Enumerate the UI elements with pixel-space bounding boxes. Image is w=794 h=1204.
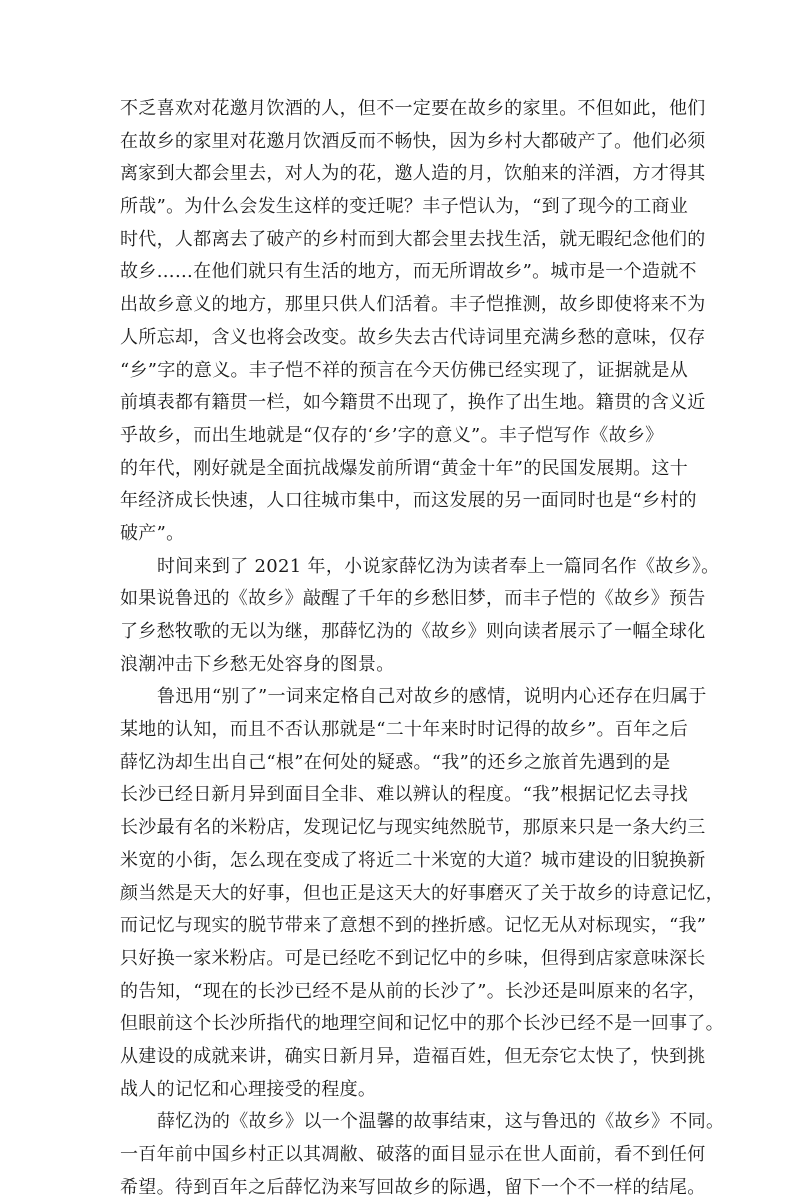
text-line: 长沙已经日新月异到面目全非、难以辨认的程度。“我”根据记忆去寻找 bbox=[120, 784, 689, 806]
paragraph-first-line: 薛忆沩的《故乡》以一个温馨的故事结束，这与鲁迅的《故乡》不同。 bbox=[157, 1111, 725, 1133]
text-line: 前填表都有籍贯一栏，如今籍贯不出现了，换作了出生地。籍贯的含义近 bbox=[120, 392, 706, 414]
text-line: 颜当然是天大的好事，但也正是这天大的好事磨灭了关于故乡的诗意记忆， bbox=[120, 882, 724, 904]
text-line: 时代，人都离去了破产的乡村而到大都会里去找生活，就无暇纪念他们的 bbox=[120, 228, 706, 250]
text-line: 出故乡意义的地方，那里只供人们活着。丰子恺推测，故乡即使将来不为 bbox=[120, 294, 706, 316]
text-line: 离家到大都会里去，对人为的花，邀人造的月，饮舶来的洋酒，方才得其 bbox=[120, 163, 706, 185]
text-line: 希望。待到百年之后薛忆沩来写回故乡的际遇，留下一个不一样的结尾。 bbox=[120, 1176, 706, 1198]
text-line: 年经济成长快速，人口往城市集中，而这发展的另一面同时也是“乡村的 bbox=[120, 490, 697, 512]
paragraph-first-line: 时间来到了 2021 年，小说家薛忆沩为读者奉上一篇同名作《故乡》。 bbox=[157, 555, 720, 577]
text-line: 但眼前这个长沙所指代的地理空间和记忆中的那个长沙已经不是一回事了。 bbox=[120, 1013, 724, 1035]
text-line: 乎故乡，而出生地就是“仅存的‘乡’字的意义”。丰子恺写作《故乡》 bbox=[120, 424, 664, 446]
text-line: 长沙最有名的米粉店，发现记忆与现实纯然脱节，那原来只是一条大约三 bbox=[120, 817, 706, 839]
text-line: 米宽的小街，怎么现在变成了将近二十米宽的大道？城市建设的旧貌换新 bbox=[120, 849, 706, 871]
text-line: 了乡愁牧歌的无以为继，那薛忆沩的《故乡》则向读者展示了一幅全球化 bbox=[120, 621, 706, 642]
text-line: 而记忆与现实的脱节带来了意想不到的挫折感。记忆无从对标现实，“我” bbox=[120, 915, 707, 937]
text-line: 的年代，刚好就是全面抗战爆发前所谓“黄金十年”的民国发展期。这十 bbox=[120, 457, 689, 479]
text-line: 薛忆沩却生出自己“根”在何处的疑惑。“我”的还乡之旅首先遇到的是 bbox=[120, 751, 671, 773]
article-body bbox=[120, 93, 725, 1204]
text-line: 浪潮冲击下乡愁无处容身的图景。 bbox=[120, 653, 395, 675]
text-line: 从建设的成就来讲，确实日新月异，造福百姓，但无奈它太快了，快到挑 bbox=[120, 1045, 706, 1067]
text-line: 破产”。 bbox=[120, 522, 185, 544]
text-line: 不乏喜欢对花邀月饮酒的人，但不一定要在故乡的家里。不但如此，他们 bbox=[120, 98, 706, 119]
text-line: 的告知，“现在的长沙已经不是从前的长沙了”。长沙还是叫原来的名字， bbox=[120, 980, 707, 1002]
text-line: 某地的认知，而且不否认那就是“二十年来时时记得的故乡”。百年之后 bbox=[120, 719, 689, 741]
text-line: 人所忘却，含义也将会改变。故乡失去古代诗词里充满乡愁的意味，仅存 bbox=[120, 326, 706, 348]
text-line: 故乡……在他们就只有生活的地方，而无所谓故乡”。城市是一个造就不 bbox=[120, 261, 697, 283]
text-line: 只好换一家米粉店。可是已经吃不到记忆中的乡味，但得到店家意味深长 bbox=[120, 947, 706, 969]
text-line: 在故乡的家里对花邀月饮酒反而不畅快，因为乡村大都破产了。他们必须 bbox=[120, 130, 706, 152]
text-line: 一百年前中国乡村正以其凋敝、破落的面目显示在世人面前，看不到任何 bbox=[120, 1144, 706, 1165]
text-line: 战人的记忆和心理接受的程度。 bbox=[120, 1078, 377, 1100]
text-line: “乡”字的意义。丰子恺不祥的预言在今天仿佛已经实现了，证据就是从 bbox=[120, 359, 689, 381]
text-line: 所哉”。为什么会发生这样的变迁呢？丰子恺认为，“到了现今的工商业 bbox=[120, 196, 689, 218]
paragraph-first-line: 鲁迅用“别了”一词来定格自己对故乡的感情，说明内心还存在归属于 bbox=[157, 686, 707, 708]
text-line: 如果说鲁迅的《故乡》敲醒了千年的乡愁旧梦，而丰子恺的《故乡》预告 bbox=[120, 588, 706, 610]
